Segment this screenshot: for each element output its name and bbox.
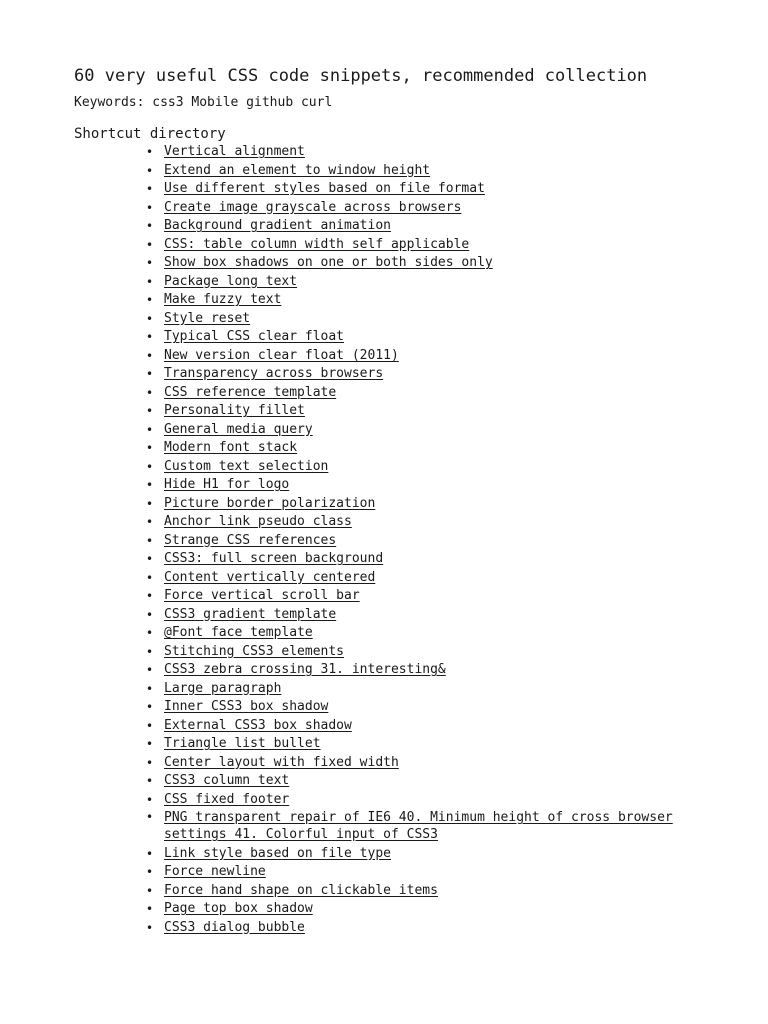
directory-link[interactable]: CSS3: full screen background: [164, 551, 384, 566]
list-item: [146, 900, 714, 919]
bullet-icon: •: [146, 219, 154, 233]
directory-link[interactable]: CSS fixed footer: [164, 791, 290, 807]
directory-link[interactable]: Style reset: [164, 310, 251, 326]
bullet-icon: •: [146, 737, 154, 751]
bullet-icon: •: [146, 441, 154, 455]
directory-link[interactable]: New version clear float (2011): [164, 347, 399, 363]
directory-link[interactable]: Use different styles based on file format: [164, 181, 485, 196]
bullet-icon: •: [146, 367, 154, 381]
directory-link[interactable]: CSS reference template: [164, 384, 337, 400]
bullet-icon: •: [146, 792, 154, 807]
list-item: [146, 845, 714, 864]
directory-link[interactable]: Large paragraph: [164, 680, 282, 696]
bullet-icon: •: [146, 293, 154, 307]
bullet-icon: •: [146, 810, 154, 824]
list-item: [146, 513, 714, 532]
directory-link[interactable]: Anchor link pseudo class: [164, 514, 352, 529]
list-item: [146, 661, 714, 680]
list-item: [146, 882, 714, 901]
list-item: [146, 735, 714, 754]
directory-link[interactable]: @Font face template: [164, 625, 313, 640]
directory-link[interactable]: Create image grayscale across browsers: [164, 199, 462, 215]
list-item: [146, 754, 714, 773]
directory-link[interactable]: CSS3 zebra crossing 31. interesting&: [164, 662, 446, 677]
bullet-icon: •: [146, 570, 154, 585]
directory-link[interactable]: Vertical alignment: [164, 144, 305, 159]
directory-heading: Shortcut directory: [74, 126, 226, 142]
list-item: [146, 772, 714, 791]
bullet-icon: •: [146, 755, 154, 770]
bullet-icon: •: [146, 626, 154, 640]
directory-link[interactable]: CSS3 column text: [164, 773, 290, 788]
directory-link[interactable]: Modern font stack: [164, 440, 298, 455]
bullet-icon: •: [146, 256, 154, 270]
bullet-icon: •: [146, 718, 154, 733]
bullet-icon: •: [146, 552, 154, 566]
list-item: [146, 273, 714, 292]
list-item: [146, 439, 714, 458]
list-item: [146, 550, 714, 569]
bullet-icon: •: [146, 200, 154, 215]
list-item: [146, 328, 714, 347]
keywords-line: Keywords: css3 Mobile github curl: [74, 95, 333, 110]
bullet-icon: •: [146, 163, 154, 178]
list-item: [146, 532, 714, 551]
bullet-icon: •: [146, 348, 154, 363]
directory-link[interactable]: Stitching CSS3 elements: [164, 643, 345, 659]
page-title: 60 very useful CSS code snippets, recommended collection: [74, 66, 648, 86]
bullet-icon: •: [146, 589, 154, 603]
directory-link[interactable]: Triangle list bullet: [164, 736, 321, 751]
list-item: [146, 310, 714, 329]
list-item: [146, 365, 714, 384]
list-item: [146, 199, 714, 218]
list-item: [146, 217, 714, 236]
list-item: [146, 919, 714, 938]
directory-link[interactable]: External CSS3 box shadow: [164, 717, 352, 733]
directory-link[interactable]: Page top box shadow: [164, 901, 313, 916]
bullet-icon: •: [146, 533, 154, 548]
bullet-icon: •: [146, 883, 154, 898]
bullet-icon: •: [146, 478, 154, 492]
bullet-icon: •: [146, 681, 154, 696]
list-item: [146, 495, 714, 514]
directory-link[interactable]: Show box shadows on one or both sides only: [164, 255, 493, 270]
list-item: [146, 606, 714, 625]
bullet-icon: •: [146, 422, 154, 437]
list-item: [146, 717, 714, 736]
list-item: [146, 291, 714, 310]
bullet-icon: •: [146, 663, 154, 677]
bullet-icon: •: [146, 459, 154, 474]
bullet-icon: •: [146, 330, 154, 344]
directory-link[interactable]: Picture border polarization: [164, 495, 376, 511]
bullet-icon: •: [146, 385, 154, 400]
bullet-icon: •: [146, 846, 154, 861]
list-item: [146, 421, 714, 440]
list-item: [146, 680, 714, 699]
directory-link[interactable]: Package long text: [164, 273, 298, 289]
directory-link[interactable]: Custom text selection: [164, 458, 329, 474]
directory-link[interactable]: Make fuzzy text: [164, 292, 282, 307]
bullet-icon: •: [146, 237, 154, 252]
directory-link[interactable]: Background gradient animation: [164, 218, 391, 233]
bullet-icon: •: [146, 182, 154, 196]
bullet-icon: •: [146, 644, 154, 659]
bullet-icon: •: [146, 920, 154, 935]
bullet-icon: •: [146, 700, 154, 714]
list-item: [146, 863, 714, 882]
directory-link[interactable]: Personality fillet: [164, 403, 305, 418]
list-item: [146, 143, 714, 162]
bullet-icon: •: [146, 865, 154, 879]
directory-link[interactable]: Link style based on file type: [164, 845, 391, 861]
bullet-icon: •: [146, 515, 154, 529]
directory-link[interactable]: Hide H1 for logo: [164, 477, 290, 492]
directory-link[interactable]: Inner CSS3 box shadow: [164, 699, 329, 714]
list-item: [146, 402, 714, 421]
list-item: [146, 254, 714, 273]
list-item: [146, 809, 704, 843]
directory-link[interactable]: PNG transparent repair of IE6 40. Minimum height of cross browser settings 41. Colorful input of CSS3: [164, 810, 673, 842]
list-item: [146, 236, 714, 255]
list-item: [146, 180, 714, 199]
directory-link[interactable]: Strange CSS references: [164, 532, 337, 548]
bullet-icon: •: [146, 496, 154, 511]
shortcut-directory-list: [74, 143, 714, 937]
bullet-icon: •: [146, 607, 154, 622]
bullet-icon: •: [146, 274, 154, 289]
list-item: [146, 347, 714, 366]
bullet-icon: •: [146, 404, 154, 418]
directory-link[interactable]: Force vertical scroll bar: [164, 588, 360, 603]
document-page: [74, 64, 714, 937]
directory-link[interactable]: Typical CSS clear float: [164, 329, 345, 344]
list-item: [146, 162, 714, 181]
bullet-icon: •: [146, 311, 154, 326]
list-item: [146, 458, 714, 477]
list-item: [146, 791, 714, 810]
directory-link[interactable]: CSS3 gradient template: [164, 606, 337, 622]
directory-link[interactable]: Content vertically centered: [164, 569, 376, 585]
directory-link[interactable]: Transparency across browsers: [164, 366, 384, 381]
directory-link[interactable]: CSS3 dialog bubble: [164, 919, 305, 935]
directory-link[interactable]: CSS: table column width self applicable: [164, 236, 470, 252]
directory-link[interactable]: Center layout with fixed width: [164, 754, 399, 770]
directory-link[interactable]: General media query: [164, 421, 313, 437]
directory-link[interactable]: Force newline: [164, 864, 266, 879]
bullet-icon: •: [146, 145, 154, 159]
list-item: [146, 384, 714, 403]
directory-link[interactable]: Extend an element to window height: [164, 162, 431, 178]
list-item: [146, 643, 714, 662]
list-item: [146, 569, 714, 588]
list-item: [146, 476, 714, 495]
bullet-icon: •: [146, 774, 154, 788]
list-item: [146, 698, 714, 717]
directory-link[interactable]: Force hand shape on clickable items: [164, 882, 438, 898]
list-item: [146, 624, 714, 643]
bullet-icon: •: [146, 902, 154, 916]
list-item: [146, 587, 714, 606]
